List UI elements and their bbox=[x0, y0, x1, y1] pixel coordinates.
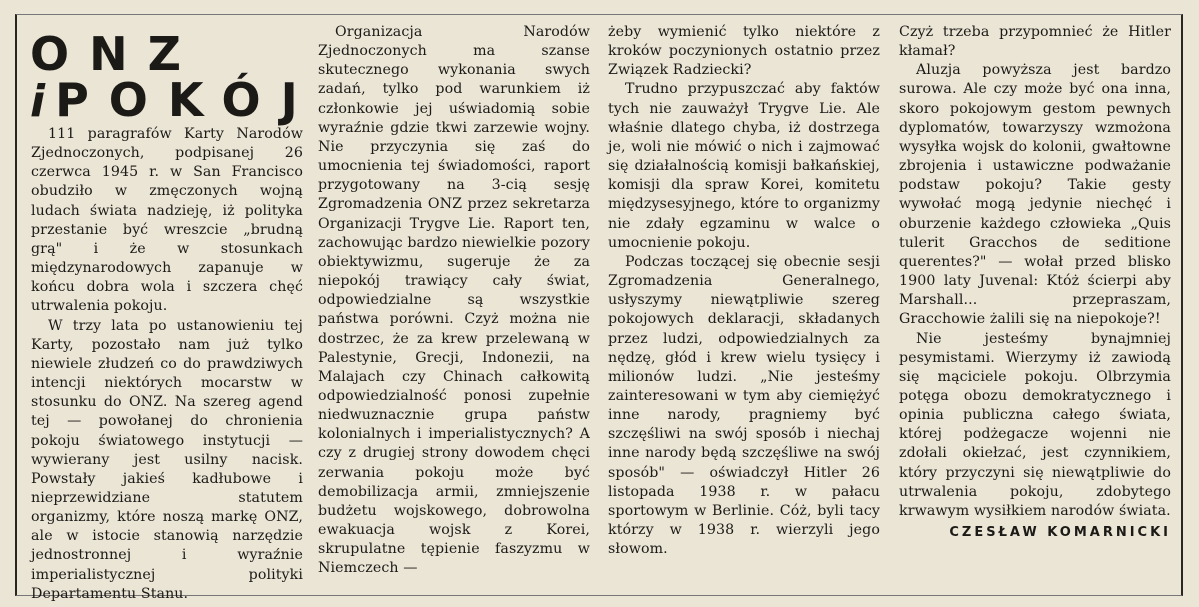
paragraph: żeby wymienić tylko niektóre z kroków poczynionych ostatnio przez Związek Radziecki? bbox=[608, 24, 880, 79]
paragraph: Czyż trzeba przypomnieć że Hitler kłamał? bbox=[899, 24, 1171, 60]
title-conjunction: i bbox=[30, 76, 56, 127]
paragraph: Organizacja Narodów Zjednoczonych ma szanse skutecznego wykonania swych zadań, tylko pod warunkiem iż członkowie jej uświadomią sobie wyraźnie gdzie tkwi zarzewie wojny. Nie przyczynia się zaś do umocnienia tej świadomości, raport przygotowany na 3-cią sesję Zgromadzenia ONZ przez sekretarza Organizacji Trygve Lie. Raport ten, zachowując bardzo niewielkie pozory obiektywizmu, sugeruje że za niepokój trawiący cały świat, odpowiedzialne są wszystkie państwa porówni. Czyż można nie dostrzec, że za krew przelewaną w Palestynie, Grecji, Indonezii, na Malajach czy Chinach całkowitą odpowiedzialność ponosi zupełnie niedwuznacznie grupa państw kolonialnych i imperialistycznych? A czy z drugiej strony dowodem chęci zerwania pokoju może być demobilizacja armii, zmniejszenie budżetu wojskowego, dobrowolna ewakuacja wojsk z Korei, skrupulatne tępienie faszyzmu w Niemczech — bbox=[318, 24, 590, 577]
paragraph: Nie jesteśmy bynajmniej pesymistami. Wierzymy iż zawiodą się mąciciele pokoju. Olbrzymia potęga obozu demokratycznego i opinia publiczna całego świata, której podżegacze wojenni nie zdołali okiełzać, jest czynnikiem, który przyczyni się niewątpliwie do utrwalenia pokoju, zdobytego krwawym wysiłkiem narodów świata. bbox=[899, 330, 1171, 519]
author-signature: CZESŁAW KOMARNICKI bbox=[949, 525, 1171, 541]
title-line-1: ONZ bbox=[30, 27, 201, 81]
paragraph: Podczas toczącej się obecnie sesji Zgromadzenia Generalnego, usłyszymy niewątpliwie szereg pokojowych deklaracji, składanych przez ludzi, odpowiedzialnych za nędzę, głód i krew wielu tysięcy i milionów ludzi. „Nie jesteśmy zainteresowani w tym aby ciemiężyć inne narody, pragniemy być szczęśliwi na swój sposób i niechaj inne narody będą szczęśliwe na swój sposób" — oświadczył Hitler 26 listopada 1938 r. w pałacu sportowym w Berlinie. Cóż, byli tacy którzy w 1938 r. wierzyli jego słowom. bbox=[608, 253, 880, 558]
column-1 bbox=[31, 125, 303, 604]
paragraph: W trzy lata po ustanowieniu tej Karty, pozostało nam już tylko niewiele złudzeń co do prawdziwych intencji niektórych mocarstw w stosunku do ONZ. Na szereg agend tej — powołanej do chronienia pokoju światowego instytucji — wywierany jest usilny nacisk. Powstały jakieś kadłubowe i nieprzewidziane statutem organizmy, które noszą markę ONZ, ale w istocie stanowią narzędzie jednostronnej i wyraźnie imperialistycznej polityki Departamentu Stanu. bbox=[31, 317, 303, 602]
column-3 bbox=[608, 23, 880, 559]
article-title bbox=[30, 27, 318, 127]
paragraph: Aluzja powyższa jest bardzo surowa. Ale czy może być ona inna, skoro pokojowym gestom pewnych dyplomatów, towarzyszy wzmożona wysyłka wojsk do kolonii, gwałtowne zbrojenia i ustawiczne podważanie podstaw pokoju? Takie gesty wywołać mogą jedynie niechęć i oburzenie każdego człowieka „Quis tulerit Gracchos de seditione querentes?" — wołał przed blisko 1900 laty Juvenal: Któż ścierpi aby Marshall... przepraszam, Gracchowie żalili się na niepokoje?! bbox=[899, 62, 1171, 328]
column-2 bbox=[318, 23, 590, 579]
column-4 bbox=[899, 23, 1171, 542]
title-line-2 bbox=[30, 73, 318, 127]
title-word: POKÓJ bbox=[55, 73, 318, 127]
paragraph: Trudno przypuszczać aby faktów tych nie zauważył Trygve Lie. Ale właśnie dlatego chyba, iż dostrzega je, woli nie mówić o nich i zajmować się działalnością komisji bałkańskiej, komisji dla spraw Korei, komitetu międzysesyjnego, które to organizmy nie zdały egzaminu w walce o umocnienie pokoju. bbox=[608, 81, 880, 251]
paragraph: 111 paragrafów Karty Narodów Zjednoczonych, podpisanej 26 czerwca 1945 r. w San Francisco obudziło w zmęczonych wojną ludach świata nadzieję, iż polityka przestanie być wreszcie „brudną grą" i że w stosunkach międzynarodowych zapanuje w końcu dobra wola i szczera chęć utrwalenia pokoju. bbox=[31, 126, 303, 315]
